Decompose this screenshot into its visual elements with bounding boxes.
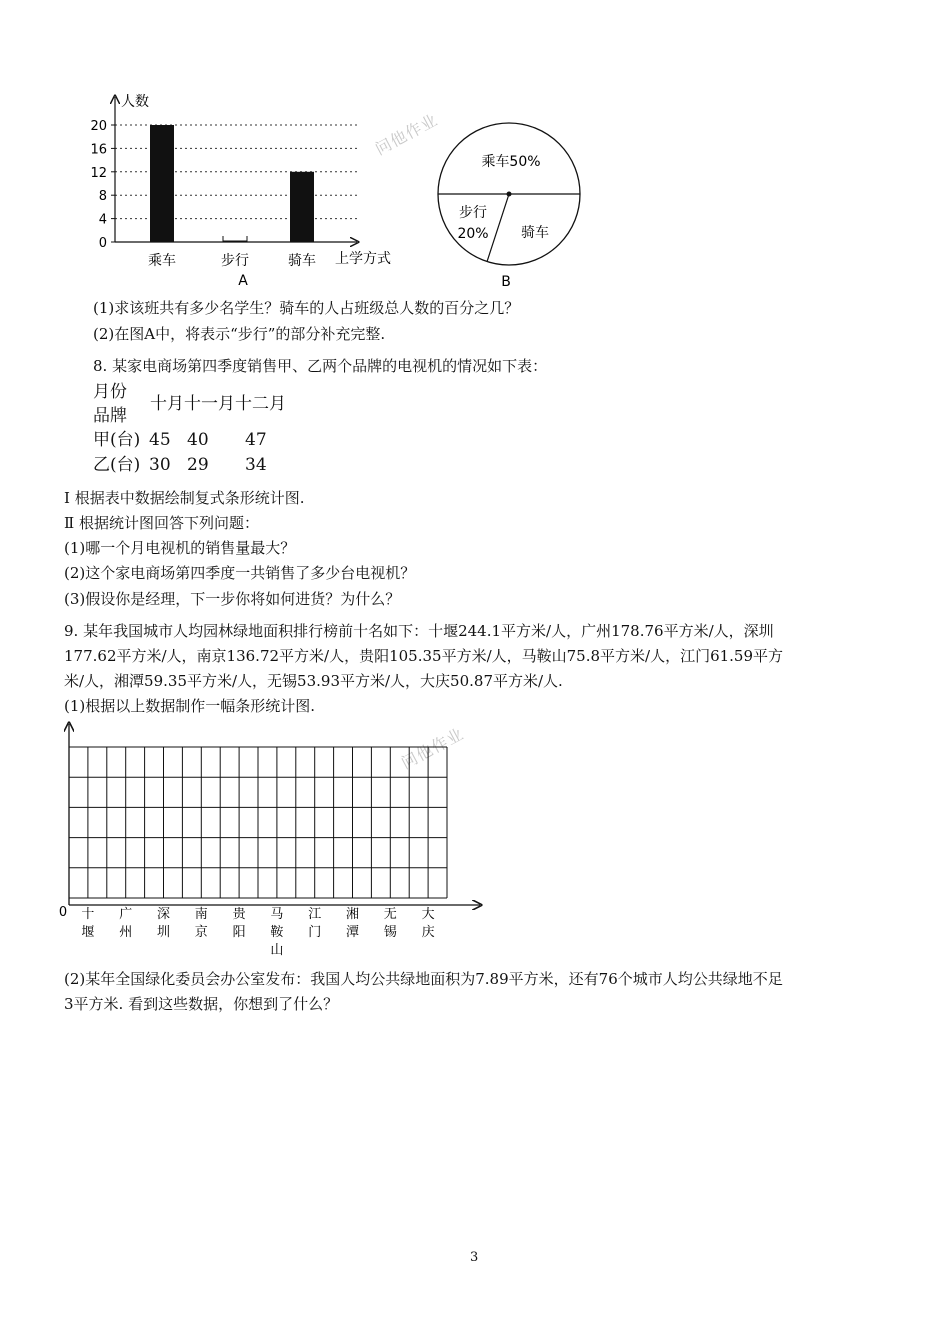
x-tick-label: 庆: [421, 925, 435, 940]
pie-slice-label: 步行: [459, 205, 487, 221]
x-tick-label: 步行: [221, 253, 249, 269]
q8-part1: Ⅰ 根据表中数据绘制复式条形统计图.: [64, 489, 305, 507]
x-tick-label: 骑车: [288, 253, 316, 269]
bar-chart-a: [85, 85, 415, 295]
pie-slice-value: 20%: [457, 226, 489, 242]
y-tick-label: 0: [98, 236, 107, 251]
table-cell-brand: 甲(台): [93, 430, 141, 450]
x-tick-label: 十: [81, 907, 95, 922]
y-tick-label: 8: [98, 189, 107, 205]
x-tick-label: 阳: [232, 925, 246, 940]
pie-center: [507, 192, 512, 197]
y-tick-label: 20: [90, 119, 107, 134]
watermark: 问他作业: [371, 110, 441, 159]
x-tick-label: 无: [383, 907, 397, 922]
x-tick-label: 鞍: [270, 925, 284, 940]
bar: [150, 125, 174, 242]
y-tick-label: 12: [90, 165, 107, 181]
x-tick-label: 堰: [81, 925, 95, 940]
x-tick-label: 马: [270, 907, 284, 922]
pie-slice-label: 骑车: [521, 225, 549, 241]
figure-caption: B: [501, 274, 511, 290]
x-tick-label: 湘: [345, 907, 360, 922]
figure-caption: A: [238, 273, 248, 289]
q7-sub2: (2)在图A中，将表示“步行”的部分补充完整.: [93, 325, 386, 343]
x-tick-label: 贵: [232, 907, 246, 922]
x-tick-label: 圳: [156, 925, 171, 940]
q9-sub2-line1: (2)某年全国绿化委员会办公室发布：我国人均公共绿地面积为7.89平方米，还有76个城市人均公共绿地不足: [64, 970, 783, 988]
y-axis-label: 人数: [121, 94, 149, 110]
q7-sub1: (1)求该班共有多少名学生？骑车的人占班级总人数的百分之几？: [93, 299, 520, 317]
bar-placeholder: [223, 236, 247, 242]
table-cell-brand: 乙(台): [93, 455, 141, 475]
x-axis-label: 上学方式: [335, 251, 391, 267]
watermark: 问他作业: [397, 724, 467, 773]
x-tick-label: 州: [119, 925, 133, 940]
x-tick-label: 山: [270, 943, 284, 958]
table-cell: 40: [187, 430, 209, 450]
pie-slice-label: 乘车50%: [481, 154, 541, 170]
bar: [290, 172, 314, 242]
q8-part2: Ⅱ 根据统计图回答下列问题：: [64, 514, 259, 532]
table-row: [93, 454, 140, 476]
page-number: 3: [470, 1250, 479, 1265]
x-tick-label: 乘车: [148, 253, 176, 269]
table-corner-month: 月份: [93, 382, 127, 402]
x-tick-label: 南: [194, 907, 208, 922]
q8-stem: 8. 某家电商场第四季度销售甲、乙两个品牌的电视机的情况如下表：: [93, 357, 548, 375]
table-cell: 30: [149, 455, 171, 475]
x-tick-label: 大: [421, 907, 435, 922]
table-cell: 29: [187, 455, 209, 475]
table-row: [93, 429, 140, 451]
x-tick-label: 广: [119, 907, 133, 922]
q9-sub2-line2: 3平方米. 看到这些数据，你想到了什么？: [64, 995, 339, 1013]
x-tick-label: 江: [308, 907, 322, 922]
x-tick-label: 锡: [383, 925, 397, 940]
x-tick-label: 潭: [345, 925, 360, 940]
x-tick-label: 门: [308, 925, 322, 940]
x-tick-label: 深: [156, 907, 171, 922]
y-tick-label: 16: [90, 142, 107, 158]
q8-sub1: (1)哪一个月电视机的销售量最大？: [64, 539, 296, 557]
table-corner-brand: 品牌: [93, 406, 127, 426]
origin-label: 0: [58, 905, 68, 920]
blank-grid-chart: [55, 718, 485, 963]
q9-line2: 177.62平方米/人，南京136.72平方米/人，贵阳105.35平方米/人，马鞍山75.8平方米/人，江门61.59平方: [64, 647, 784, 665]
pie-divider: [487, 194, 509, 262]
y-tick-label: 4: [98, 212, 107, 228]
q8-sub3: (3)假设你是经理，下一步你将如何进货？为什么？: [64, 590, 401, 608]
table-cell: 47: [245, 430, 267, 450]
q8-sub2: (2)这个家电商场第四季度一共销售了多少台电视机？: [64, 564, 416, 582]
table-cell: 34: [245, 455, 267, 475]
q9-line1: 9. 某年我国城市人均园林绿地面积排行榜前十名如下：十堰244.1平方米/人，广州178.76平方米/人，深圳: [64, 622, 774, 640]
pie-chart-b: [430, 100, 590, 295]
q9-line3: 米/人，湘潭59.35平方米/人，无锡53.93平方米/人，大庆50.87平方米/人.: [64, 672, 563, 690]
q9-sub1: (1)根据以上数据制作一幅条形统计图.: [64, 697, 316, 715]
x-tick-label: 京: [194, 925, 208, 940]
table-cell: 45: [149, 430, 171, 450]
table-month-header: 十月十一月十二月: [150, 394, 286, 414]
